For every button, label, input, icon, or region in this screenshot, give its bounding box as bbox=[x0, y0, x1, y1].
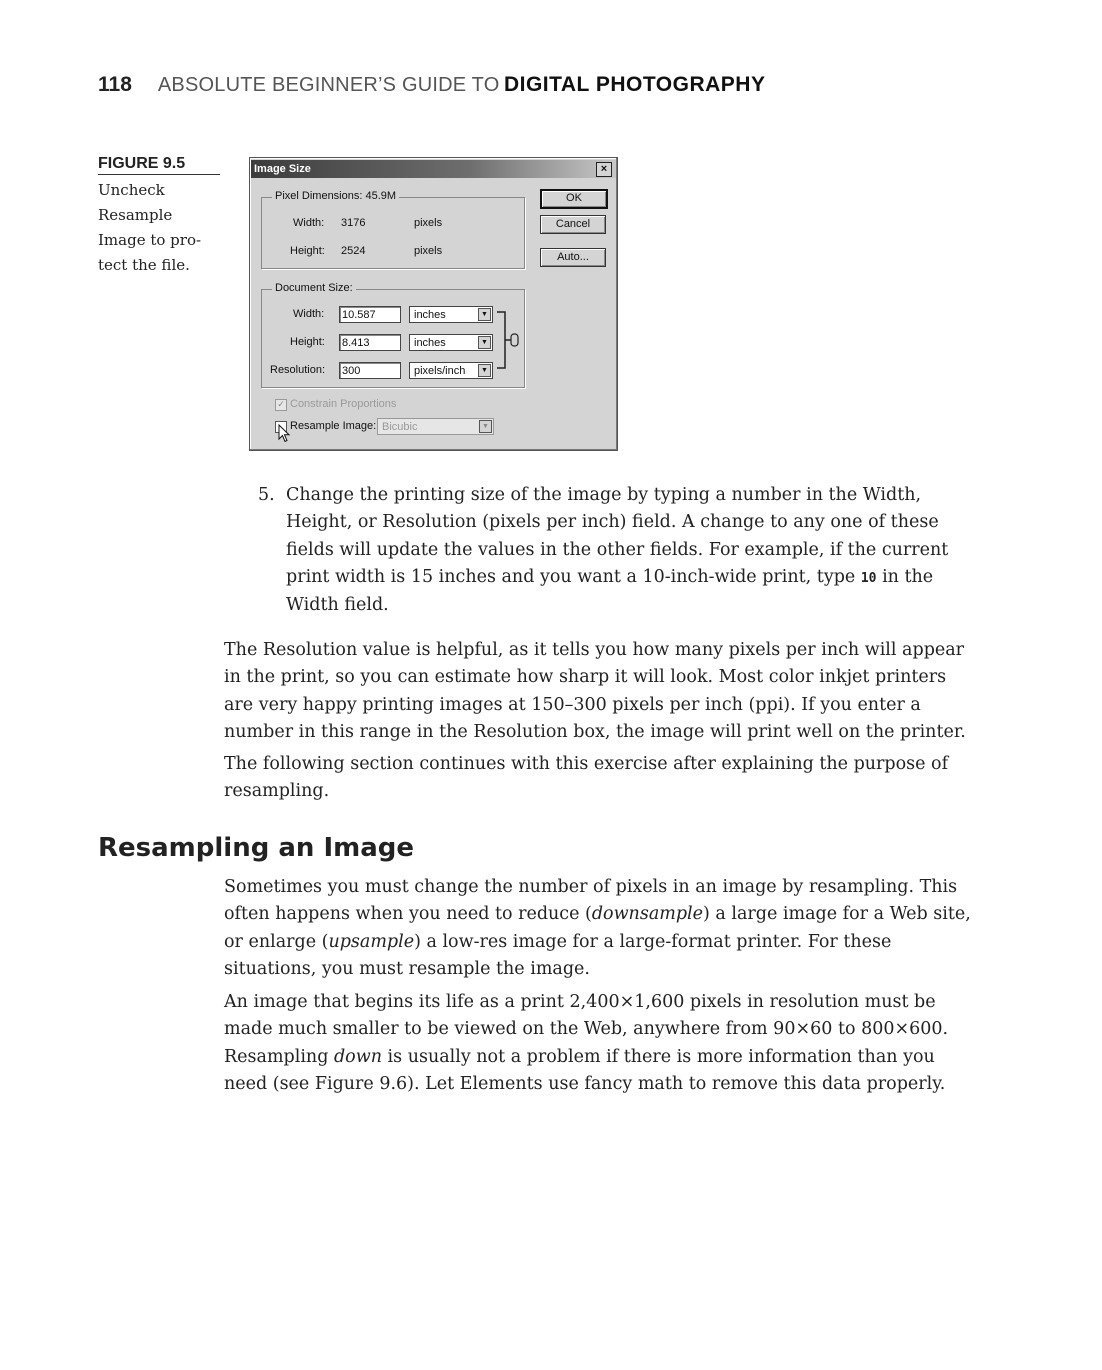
ok-button[interactable]: OK bbox=[540, 189, 608, 209]
emphasis-upsample: upsample bbox=[328, 931, 415, 952]
chevron-down-icon[interactable]: ▼ bbox=[479, 420, 492, 433]
resample-method: Bicubic bbox=[382, 421, 418, 433]
pixel-height-label: Height: bbox=[290, 245, 325, 257]
book-title: ABSOLUTE BEGINNER’S GUIDE TO bbox=[157, 74, 500, 96]
chevron-down-icon[interactable]: ▼ bbox=[478, 308, 491, 321]
document-size-legend: Document Size: bbox=[272, 282, 356, 294]
document-size-group bbox=[261, 282, 525, 388]
dialog-title: Image Size bbox=[254, 163, 311, 175]
doc-height-field[interactable]: 8.413 bbox=[339, 334, 401, 351]
constrain-link-icon bbox=[495, 308, 525, 372]
close-icon[interactable]: × bbox=[596, 162, 612, 177]
pixel-width-value: 3176 bbox=[341, 217, 366, 229]
constrain-proportions-label: Constrain Proportions bbox=[290, 398, 397, 410]
doc-width-field[interactable]: 10.587 bbox=[339, 306, 401, 323]
section-heading: Resampling an Image bbox=[98, 833, 415, 863]
image-size-dialog bbox=[249, 157, 618, 451]
doc-width-unit-select[interactable] bbox=[409, 306, 493, 323]
text-run: An image that begins its life as a print 2,400×1,600 pixels in resolution must be made much smaller to be viewed on the Web, anywhere from 90×60 to 800×600. Resampling bbox=[224, 992, 949, 1067]
doc-width-unit: inches bbox=[414, 309, 446, 321]
text-run: is usually not a problem if there is more information than you need (see Figure 9.6). Let Elements use fancy math to remove this data properly. bbox=[224, 1046, 946, 1094]
paragraph-following-section: The following section continues with this exercise after explaining the purpose of resampling. bbox=[224, 754, 949, 802]
figure-caption bbox=[98, 155, 220, 278]
resample-image-label: Resample Image: bbox=[290, 420, 377, 432]
pixel-width-label: Width: bbox=[293, 217, 325, 229]
resolution-field[interactable]: 300 bbox=[339, 362, 401, 379]
doc-height-unit: inches bbox=[414, 337, 446, 349]
paragraph-web-images bbox=[224, 989, 954, 1098]
step-number: 5. bbox=[258, 485, 275, 505]
code-value: 10 bbox=[860, 570, 877, 586]
book-title-bold: DIGITAL PHOTOGRAPHY bbox=[503, 73, 766, 96]
chevron-down-icon[interactable]: ▼ bbox=[478, 336, 491, 349]
caption-line: Image to pro- bbox=[98, 231, 202, 249]
step-text-before: Change the printing size of the image by typing a number in the Width, Height, or Resolution (pixels per inch) field. A change to any one of these fields will update the values in the other fields. For example, if the current print width is 15 inches and you want a 10-inch-wide print, type bbox=[286, 485, 949, 587]
doc-height-unit-select[interactable] bbox=[409, 334, 493, 351]
caption-line: tect the file. bbox=[98, 256, 190, 274]
chevron-down-icon[interactable]: ▼ bbox=[478, 364, 491, 377]
paragraph-resampling bbox=[224, 874, 980, 983]
text-run: ) a low-res image for a large-format printer. For these situations, you must resample the image. bbox=[224, 931, 892, 979]
step-text-after: in the Width field. bbox=[286, 566, 934, 616]
cancel-button[interactable]: Cancel bbox=[540, 215, 606, 234]
doc-height-label: Height: bbox=[290, 336, 325, 348]
figure-caption-text bbox=[98, 178, 220, 278]
caption-line: Uncheck bbox=[98, 181, 165, 199]
running-header bbox=[98, 73, 765, 97]
auto-button[interactable]: Auto... bbox=[540, 248, 606, 267]
resolution-label: Resolution: bbox=[270, 364, 326, 376]
text-run: Sometimes you must change the number of pixels in an image by resampling. This often happens when you need to reduce ( bbox=[224, 877, 958, 925]
figure-label: FIGURE 9.5 bbox=[98, 155, 220, 175]
dialog-titlebar bbox=[251, 160, 616, 178]
pixel-width-unit: pixels bbox=[414, 217, 443, 229]
pixel-height-unit: pixels bbox=[414, 245, 443, 257]
step-text bbox=[286, 482, 966, 619]
resolution-unit-select[interactable] bbox=[409, 362, 493, 379]
resolution-unit: pixels/inch bbox=[414, 365, 466, 377]
pixel-height-value: 2524 bbox=[341, 245, 366, 257]
constrain-proportions-checkbox[interactable]: ✓ bbox=[275, 399, 287, 411]
text-run: ) a large image for a Web site, or enlarge ( bbox=[224, 904, 971, 952]
paragraph-resolution: The Resolution value is helpful, as it tells you how many pixels per inch will appear in the print, so you can estimate how sharp it will look. Most color inkjet printers are very happy printing images at 150–300 pixels per inch (ppi). If you enter a number in this range in the Resolution box, the image will print well on the printer. bbox=[224, 640, 966, 742]
resample-method-select[interactable] bbox=[377, 418, 494, 435]
page-number: 118 bbox=[98, 73, 132, 96]
pixel-dimensions-group bbox=[261, 190, 525, 269]
caption-line: Resample bbox=[98, 206, 173, 224]
mouse-pointer-icon bbox=[278, 424, 292, 444]
emphasis-downsample: downsample bbox=[591, 904, 703, 925]
doc-width-label: Width: bbox=[293, 308, 325, 320]
pixel-dimensions-legend: Pixel Dimensions: 45.9M bbox=[272, 190, 399, 202]
emphasis-down: down bbox=[333, 1046, 382, 1067]
